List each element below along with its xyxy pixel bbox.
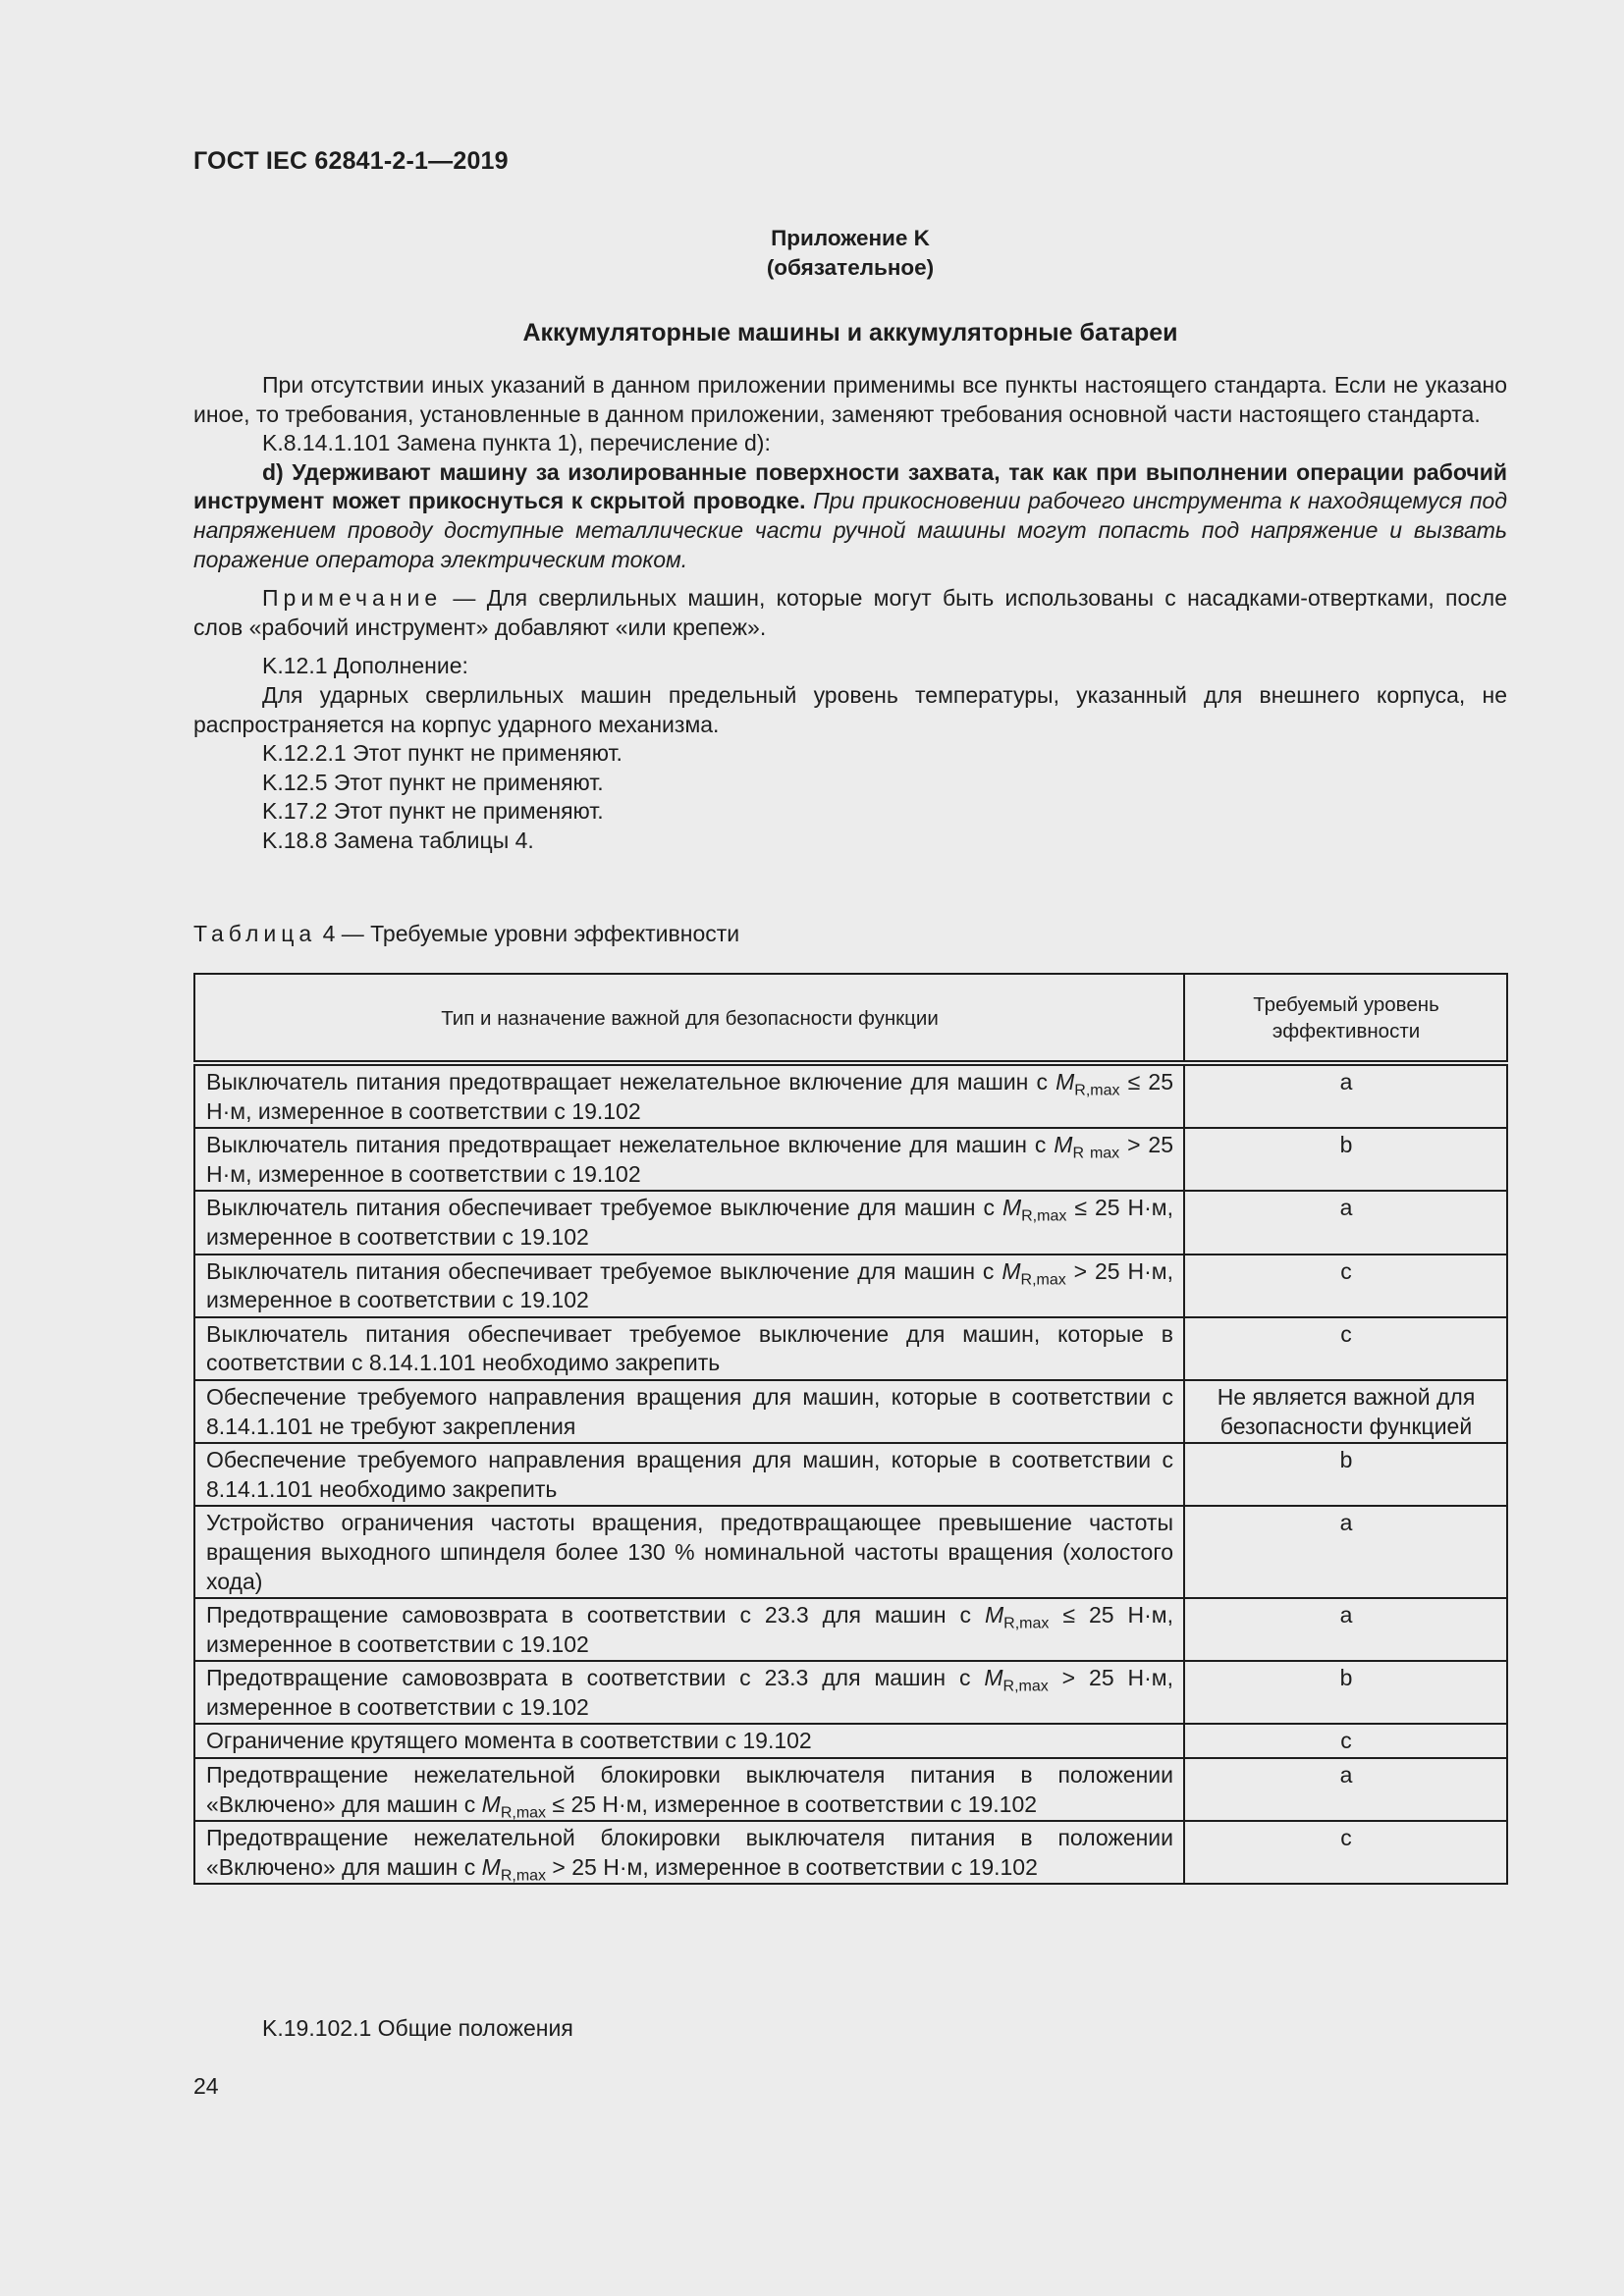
function-text: Выключатель питания обеспечивает требуемое выключение для машин с [206, 1195, 1002, 1221]
function-cell [194, 1380, 1184, 1443]
function-text: Выключатель питания предотвращает нежелательное включение для машин с [206, 1132, 1055, 1158]
note-text: — Для сверлильных машин, которые могут быть использованы с насадками-отвертками, после слов «рабочий инструмент» добавляют «или крепеж». [193, 585, 1507, 640]
page-number: 24 [193, 2073, 219, 2099]
performance-level-cell: a [1184, 1758, 1507, 1821]
table-row [194, 1443, 1507, 1506]
function-text-tail: ≤ 25 Н·м, измеренное в соответствии с 19.102 [206, 1069, 1173, 1124]
function-text: Предотвращение самовозврата в соответствии с 23.3 для машин с [206, 1602, 985, 1629]
function-cell [194, 1255, 1184, 1317]
table-row [194, 1724, 1507, 1758]
function-text-tail: ≤ 25 Н·м, измеренное в соответствии с 19.102 [546, 1790, 1038, 1817]
function-cell [194, 1598, 1184, 1661]
table-row [194, 1598, 1507, 1661]
function-cell [194, 1758, 1184, 1821]
performance-level-cell: b [1184, 1443, 1507, 1506]
torque-subscript: R,max [1002, 1678, 1049, 1695]
performance-level-cell: Не является важной для безопасности функцией [1184, 1380, 1507, 1443]
torque-subscript: R,max [500, 1804, 547, 1822]
torque-symbol: M [984, 1602, 1004, 1629]
function-text: Ограничение крутящего момента в соответствии с 19.102 [206, 1728, 812, 1754]
performance-level-cell: c [1184, 1255, 1507, 1317]
performance-level-cell: a [1184, 1063, 1507, 1128]
body-text [193, 371, 1507, 856]
table-row [194, 1380, 1507, 1443]
table-row [194, 1661, 1507, 1724]
function-text: Обеспечение требуемого направления вращения для машин, которые в соответствии с 8.14.1.101 необходимо закрепить [206, 1447, 1173, 1502]
clause-k18-8: K.18.8 Замена таблицы 4. [262, 827, 534, 853]
function-text: Предотвращение нежелательной блокировки выключателя питания в положении «Включено» для машин с [206, 1825, 1173, 1880]
torque-subscript: R,max [1021, 1207, 1067, 1225]
clause-k8-bold: d) Удерживают машину за изолированные поверхности захвата, так как при выполнении операции рабочий инструмент может прикоснуться к скрытой проводке. [193, 458, 1507, 514]
table-row [194, 1317, 1507, 1380]
function-text-tail: > 25 Н·м, измеренное в соответствии с 19.102 [206, 1132, 1173, 1187]
function-cell [194, 1724, 1184, 1758]
table-header-row [194, 974, 1507, 1063]
table-row [194, 1255, 1507, 1317]
clause-k17-2: K.17.2 Этот пункт не применяют. [262, 798, 604, 825]
torque-subscript: R,max [1003, 1615, 1050, 1632]
torque-symbol: M [984, 1665, 1003, 1691]
torque-subscript: R max [1072, 1145, 1120, 1162]
torque-symbol: M [481, 1790, 501, 1817]
clause-k12-5: K.12.5 Этот пункт не применяют. [262, 769, 604, 795]
function-text: Выключатель питания обеспечивает требуемое выключение для машин, которые в соответствии с 8.14.1.101 необходимо закрепить [206, 1320, 1173, 1376]
performance-level-cell: c [1184, 1821, 1507, 1884]
table-row [194, 1128, 1507, 1191]
torque-symbol: M [1056, 1069, 1075, 1095]
clause-k8-text [193, 458, 1507, 574]
header-function: Тип и назначение важной для безопасности функции [194, 974, 1184, 1063]
note-label: Примечание [262, 585, 443, 612]
section-title: Аккумуляторные машины и аккумуляторные батареи [522, 319, 1178, 347]
table-caption [193, 919, 739, 948]
function-text: Предотвращение самовозврата в соответствии с 23.3 для машин с [206, 1665, 985, 1691]
function-cell [194, 1128, 1184, 1191]
performance-level-cell: b [1184, 1128, 1507, 1191]
performance-level-cell: c [1184, 1317, 1507, 1380]
function-text-tail: > 25 Н·м, измеренное в соответствии с 19.102 [546, 1853, 1038, 1880]
torque-subscript: R,max [1020, 1271, 1066, 1289]
clause-k12-1: K.12.1 Дополнение: [262, 653, 468, 679]
table-row [194, 1758, 1507, 1821]
torque-symbol: M [1001, 1195, 1022, 1221]
document-code: ГОСТ IEC 62841-2-1—2019 [193, 147, 509, 175]
table-row [194, 1821, 1507, 1884]
table-caption-label: Таблица [193, 921, 317, 946]
intro-paragraph: При отсутствии иных указаний в данном приложении применимы все пункты настоящего стандарта. Если не указано иное, то требования, установленные в данном приложении, заменяют требования основной части настоящего стандарта. [193, 372, 1507, 427]
annex-title: Приложение K [771, 226, 930, 250]
header-level: Требуемый уровень эффективности [1184, 974, 1507, 1063]
torque-symbol: M [1054, 1132, 1073, 1158]
function-cell [194, 1661, 1184, 1724]
torque-subscript: R,max [1074, 1082, 1120, 1099]
table-body [194, 1063, 1507, 1884]
function-text-tail: > 25 Н·м, измеренное в соответствии с 19.102 [206, 1257, 1173, 1313]
clause-k19-102-1: K.19.102.1 Общие положения [262, 2015, 573, 2041]
table-row [194, 1506, 1507, 1598]
performance-levels-table [193, 973, 1508, 1885]
torque-symbol: M [1001, 1257, 1021, 1284]
clause-k12-1-text: Для ударных сверлильных машин предельный уровень температуры, указанный для внешнего корпуса, не распространяется на корпус ударного механизма. [193, 681, 1507, 737]
function-text: Выключатель питания предотвращает нежелательное включение для машин с [206, 1069, 1056, 1095]
performance-level-cell: b [1184, 1661, 1507, 1724]
function-text: Обеспечение требуемого направления вращения для машин, которые в соответствии с 8.14.1.101 не требуют закрепления [206, 1383, 1173, 1439]
function-cell [194, 1443, 1184, 1506]
torque-symbol: M [481, 1853, 501, 1880]
function-cell [194, 1821, 1184, 1884]
function-cell [194, 1063, 1184, 1128]
performance-level-cell: a [1184, 1598, 1507, 1661]
function-cell [194, 1317, 1184, 1380]
function-text: Выключатель питания обеспечивает требуемое выключение для машин с [206, 1257, 1002, 1284]
table-row [194, 1191, 1507, 1254]
annex-status: (обязательное) [766, 255, 935, 280]
performance-level-cell: a [1184, 1191, 1507, 1254]
clause-k12-2-1: K.12.2.1 Этот пункт не применяют. [262, 740, 623, 767]
torque-subscript: R,max [500, 1867, 547, 1885]
function-text: Предотвращение нежелательной блокировки выключателя питания в положении «Включено» для машин с [206, 1762, 1173, 1817]
note-paragraph [193, 584, 1507, 642]
function-text: Устройство ограничения частоты вращения, предотвращающее превышение частоты вращения выходного шпинделя более 130 % номинальной частоты вращения (холостого хода) [206, 1510, 1173, 1594]
performance-level-cell: c [1184, 1724, 1507, 1758]
clause-k8-14-1-101: K.8.14.1.101 Замена пункта 1), перечисление d): [262, 430, 771, 456]
function-cell [194, 1191, 1184, 1254]
table-caption-text: 4 — Требуемые уровни эффективности [316, 921, 740, 946]
clause-k8-italic: При прикосновении рабочего инструмента к находящемуся под напряжением проводу доступные металлические части ручной машины могут попасть под напряжение и вызвать поражение оператора электрическим током. [193, 488, 1508, 572]
function-text-tail: > 25 Н·м, измеренное в соответствии с 19.102 [206, 1665, 1173, 1720]
function-cell [194, 1506, 1184, 1598]
table-row [194, 1063, 1507, 1128]
performance-level-cell: a [1184, 1506, 1507, 1598]
function-text-tail: ≤ 25 Н·м, измеренное в соответствии с 19.102 [206, 1602, 1173, 1657]
function-text-tail: ≤ 25 Н·м, измеренное в соответствии с 19.102 [206, 1195, 1173, 1250]
